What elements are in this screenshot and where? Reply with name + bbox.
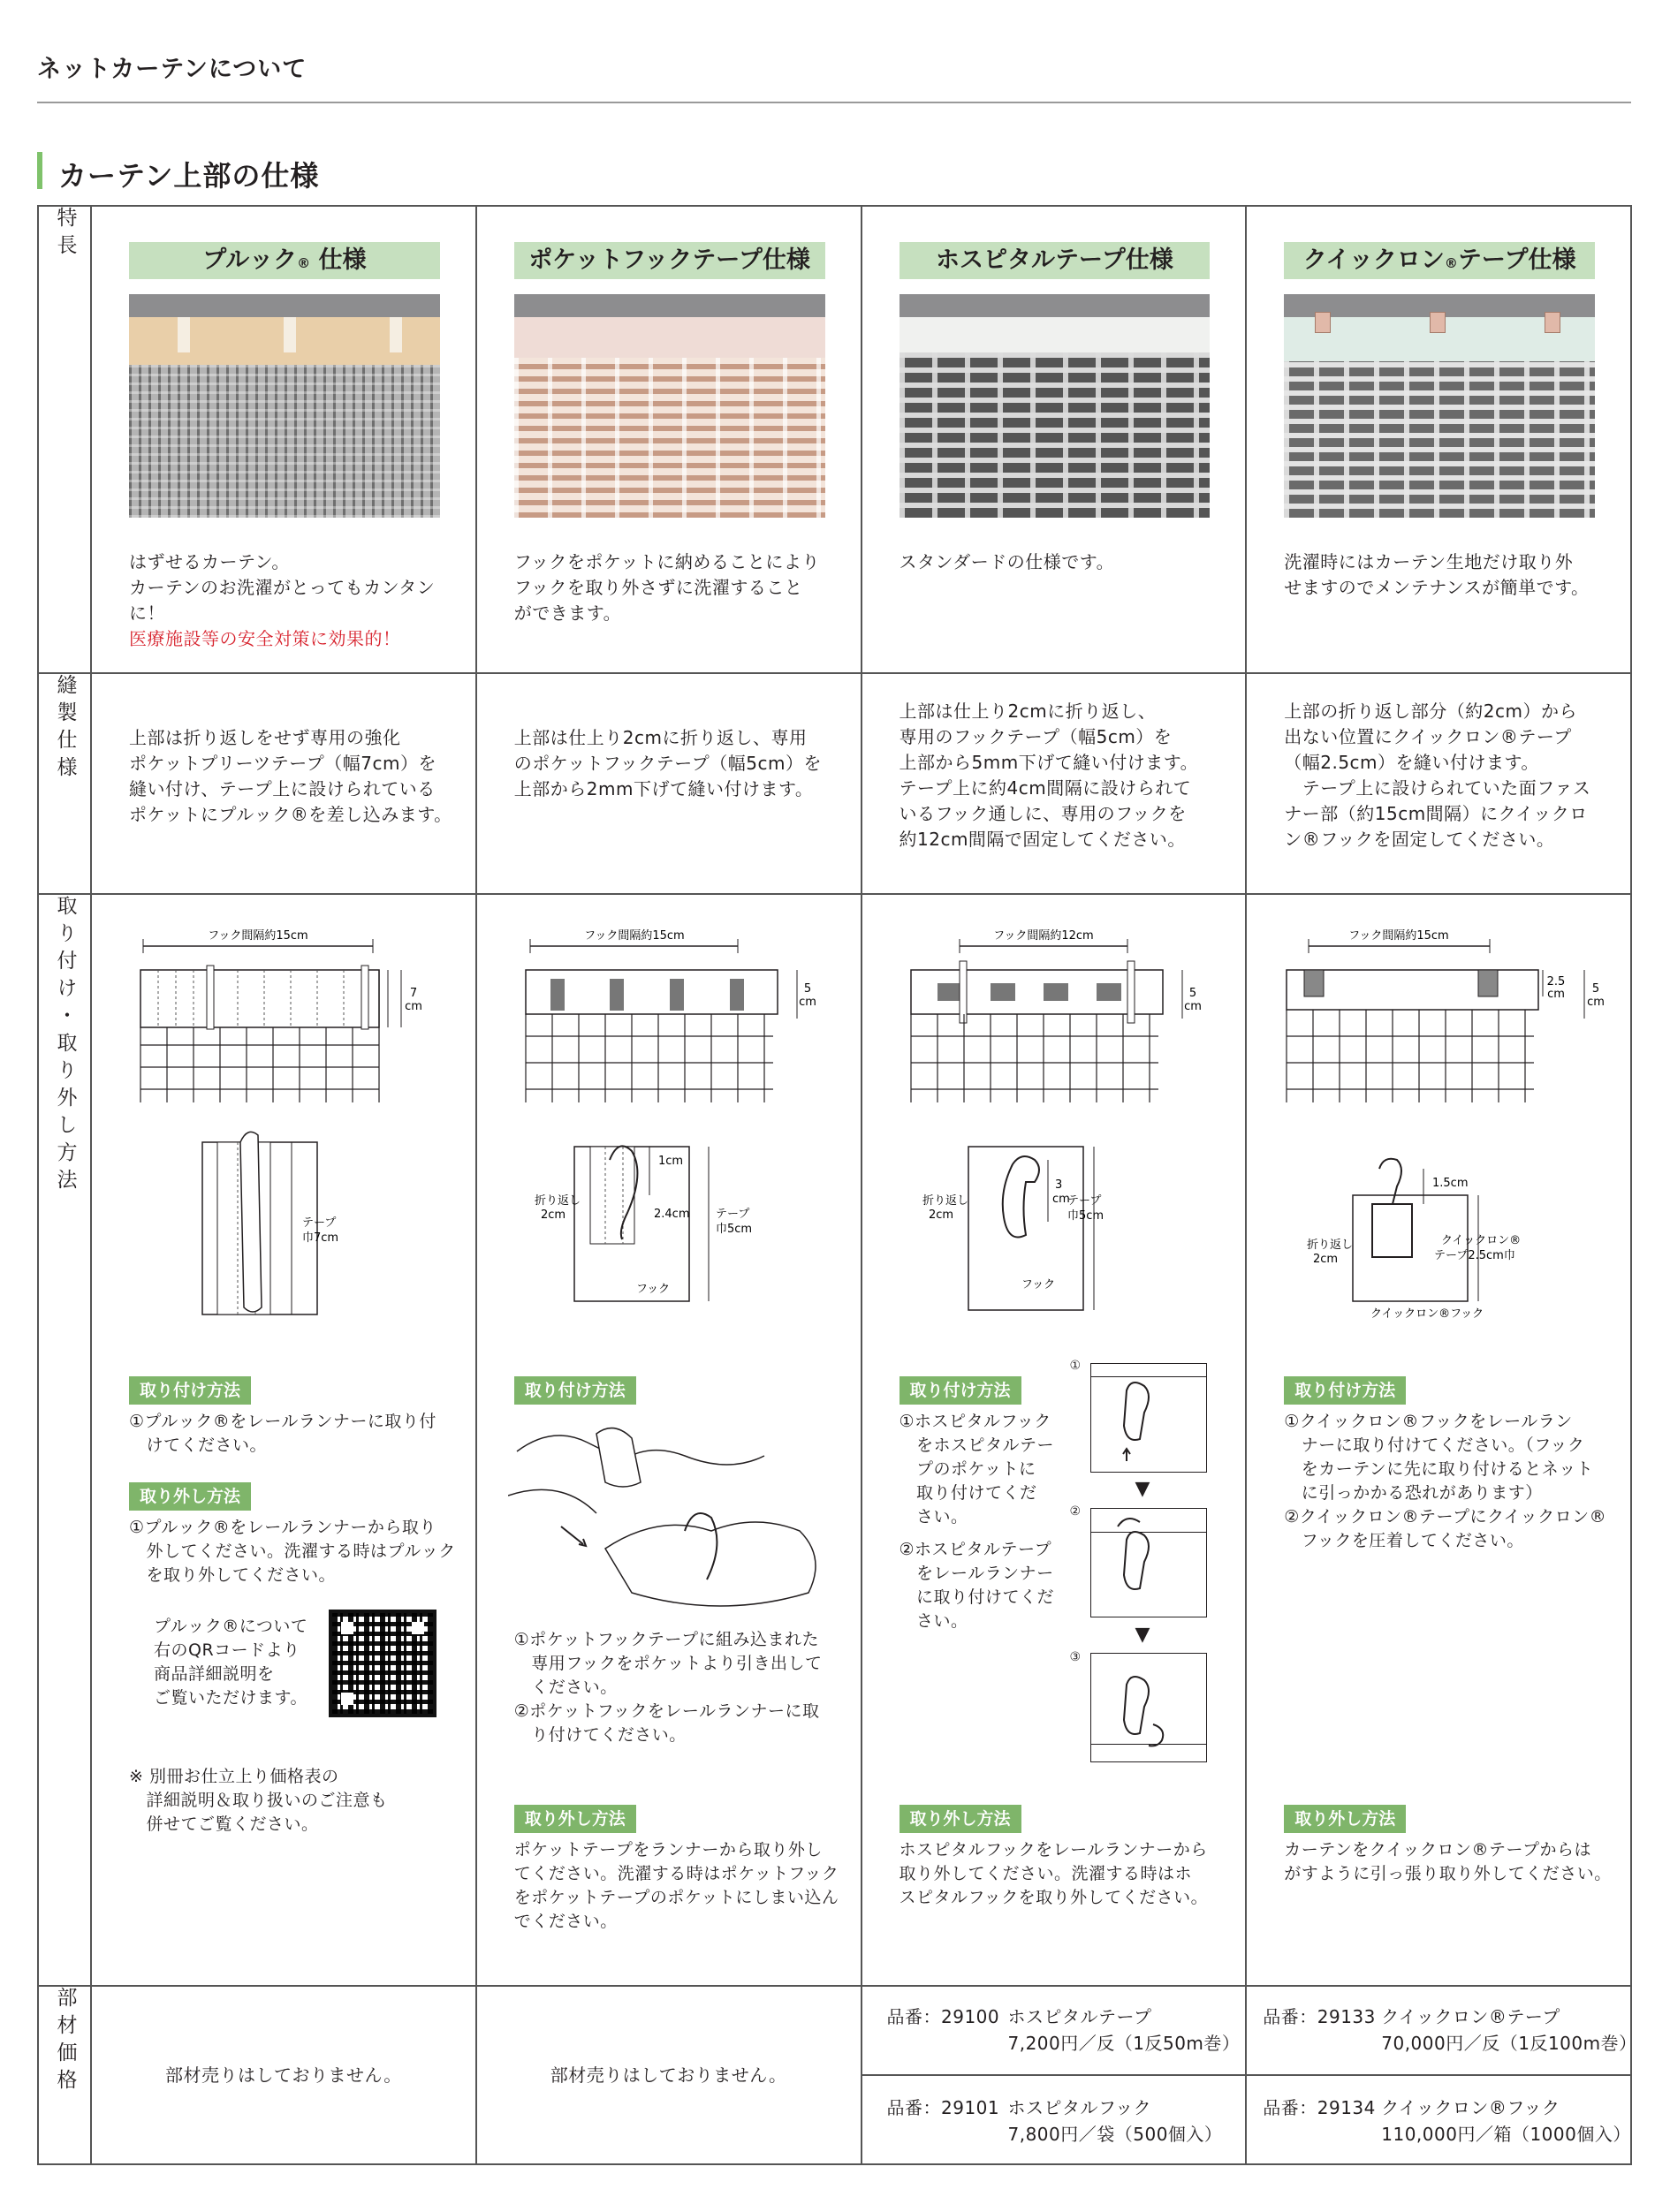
svg-text:3: 3 [1054,1178,1062,1192]
row-price [38,1986,1631,2164]
cell-price-hospital [862,1986,1247,2164]
row-label-price: 部材価格 [53,1987,77,2096]
section-accent-bar [37,152,42,189]
diagram-detail-pocket [477,1116,861,1319]
features-text-plook: はずせるカーテン。 カーテンのお洗濯がとってもカンタンに！ 医療施設等の安全対策に効果的！ [129,551,436,649]
features-text-hospital: スタンダードの仕様です。 [899,551,1115,572]
svg-text:5: 5 [1188,987,1196,1000]
photo-quicklon [1284,294,1595,518]
svg-text:5: 5 [803,982,811,996]
price-item-quicklon-tape: 品番：29133 クイックロン®テープ 70,000円／反（1反100m巻） [1247,1987,1630,2076]
caption-pocket: ポケットフックテープ仕様 [514,242,825,279]
row-features [38,206,1631,673]
svg-text:巾5cm: 巾5cm [715,1223,752,1236]
step-label-1: ① [1069,1359,1082,1373]
svg-text:2.4cm: 2.4cm [653,1208,690,1221]
cell-price-pocket [476,1986,862,2164]
cell-features-plook [91,206,476,673]
caption-quicklon: クイックロン®テープ仕様 [1284,242,1595,279]
svg-text:2cm: 2cm [928,1208,953,1222]
svg-text:巾5cm: 巾5cm [1067,1209,1104,1223]
cell-sewing-quicklon [1246,673,1631,894]
install-block-hospital: 取り付け方法 ①ホスピタルフック をホスピタルテー プのポケットに 取り付けてくだ さい。 ②ホスピタルテープ をレールランナー に取り付けてくだ さい。 [900,1376,1055,1633]
svg-text:cm: cm [798,996,816,1009]
svg-text:cm: cm [1183,1000,1202,1013]
step-label-2: ② [1069,1504,1082,1519]
row-header-install [38,894,91,1986]
remove-block-plook: 取り外し方法 ①プルック®をレールランナーから取り 外してください。洗濯する時はプルック を取り外してください。 [129,1482,456,1587]
cell-price-plook [91,1986,476,2164]
svg-text:フック間隔約15cm: フック間隔約15cm [584,929,685,943]
diagram-detail-hospital [862,1116,1246,1319]
step-label-3: ③ [1069,1650,1082,1664]
cell-sewing-plook [91,673,476,894]
install-block-pocket [514,1376,636,1405]
cell-price-quicklon [1246,1986,1637,2164]
install-block-plook: 取り付け方法 ①プルック®をレールランナーに取り付 けてください。 [129,1376,436,1458]
hook-illustration-step1 [1091,1364,1206,1472]
price-item-hospital-tape: 品番：29100 ホスピタルテープ 7,200円／反（1反50m巻） [862,1987,1246,2076]
install-title-pocket: 取り付け方法 [514,1376,636,1405]
caption-plook: プルック® 仕様 [129,242,440,279]
price-text-pocket: 部材売りはしておりません。 [550,2064,787,2086]
cell-install-plook [91,894,476,1986]
svg-text:テープ: テープ [1067,1194,1101,1208]
row-header-features [38,206,91,673]
cell-features-hospital [862,206,1247,673]
down-arrow-icon: ▼ [1135,1624,1150,1646]
svg-text:テープ2.5cm巾: テープ2.5cm巾 [1434,1249,1516,1262]
photo-hospital [900,294,1211,518]
svg-text:cm: cm [405,1000,422,1013]
remove-title-pocket: 取り外し方法 [514,1805,636,1833]
hook-illustration-step2 [1091,1509,1206,1617]
row-sewing [38,673,1631,894]
photo-plook [129,294,440,518]
install-text-pocket: ①ポケットフックテープに組み込まれた 専用フックをポケットより引き出して ください。 ②ポケットフックをレールランナーに取 り付けてください。 [513,1630,823,1745]
svg-text:巾7cm: 巾7cm [302,1231,339,1245]
svg-text:折り返し: 折り返し [922,1194,968,1208]
price-item-hospital-hook: 品番：29101 ホスピタルフック 7,800円／袋（500個入） [886,2097,1223,2145]
page-header-title: ネットカーテンについて [37,56,307,83]
svg-text:フック間隔約15cm: フック間隔約15cm [1348,929,1449,943]
step-panel-3 [1090,1653,1207,1762]
row-label-install: 取り付け・取り外し方法 [53,895,77,1196]
down-arrow-icon: ▼ [1135,1478,1150,1500]
row-header-sewing [38,673,91,894]
sewing-text-plook: 上部は折り返しをせず専用の強化 ポケットプリーツテープ（幅7cm）を 縫い付け、テープ上に設けられている ポケットにプルック®を差し込みます。 [129,727,452,825]
remove-title-plook: 取り外し方法 [129,1482,251,1511]
spec-table [37,205,1637,2165]
cell-install-pocket [476,894,862,1986]
svg-text:5: 5 [1592,982,1600,996]
svg-text:1.5cm: 1.5cm [1432,1177,1469,1190]
cell-install-hospital [862,894,1247,1986]
svg-text:折り返し: 折り返し [1307,1239,1354,1252]
remove-block-quicklon: 取り外し方法 カーテンをクイックロン®テープからは がすように引っ張り取り外してください。 [1284,1805,1612,1886]
step-panel-2 [1090,1508,1207,1617]
note-plook: ※ 別冊お仕立上り価格表の 詳細説明＆取り扱いのご注意も 併せてご覧ください。 [129,1767,388,1834]
diagram-top-quicklon [1247,921,1630,1116]
install-title-plook: 取り付け方法 [129,1376,251,1405]
svg-text:cm: cm [1547,988,1566,1001]
qr-code[interactable] [332,1613,433,1714]
step-panel-1 [1090,1363,1207,1473]
diagram-detail-quicklon [1247,1116,1630,1319]
diagram-top-plook [92,921,475,1116]
svg-text:クイックロン®: クイックロン® [1441,1234,1522,1247]
svg-text:フック間隔約15cm: フック間隔約15cm [208,929,308,943]
cell-sewing-pocket [476,673,862,894]
svg-text:テープ: テープ [302,1216,337,1230]
diagram-top-pocket [477,921,861,1116]
svg-text:2cm: 2cm [540,1208,566,1222]
svg-text:2.5: 2.5 [1546,975,1566,989]
row-header-price [38,1986,91,2164]
features-text-pocket: フックをポケットに納めることにより フックを取り外さずに洗濯すること ができます。 [513,551,820,624]
install-block-quicklon: 取り付け方法 ①クイックロン®フックをレールラン ナーに取り付けてください。（フック をカーテンに先に取り付けるとネット に引っかかる恐れがあります） ②クイックロン®テープにクイックロン® フックを圧着してください。 [1284,1376,1606,1553]
features-text-quicklon: 洗濯時にはカーテン生地だけ取り外 せますのでメンテナンスが簡単です。 [1284,551,1590,598]
qr-caption-plook: プルック®について 右のQRコードより 商品詳細説明を ご覧いただけます。 [154,1617,308,1708]
remove-block-pocket: 取り外し方法 ポケットテープをランナーから取り外し てください。洗濯する時はポケットフック をポケットテープのポケットにしまい込ん でください。 [514,1805,839,1934]
svg-text:7: 7 [409,987,418,1000]
price-text-plook: 部材売りはしておりません。 [165,2064,402,2086]
row-label-sewing: 縫製仕様 [53,674,77,784]
cell-features-quicklon [1246,206,1631,673]
sewing-text-pocket: 上部は仕上り2cmに折り返し、専用 のポケットフックテープ（幅5cm）を 上部から2mm下げて縫い付けます。 [513,727,822,799]
cell-install-quicklon [1246,894,1631,1986]
svg-text:折り返し: 折り返し [534,1194,581,1208]
remove-title-hospital: 取り外し方法 [900,1805,1021,1833]
install-title-hospital: 取り付け方法 [900,1376,1021,1405]
svg-text:2cm: 2cm [1313,1253,1339,1266]
remove-title-quicklon: 取り外し方法 [1284,1805,1406,1833]
header-divider [37,102,1631,103]
cell-sewing-hospital [862,673,1247,894]
section-title: カーテン上部の仕様 [58,159,320,193]
svg-text:フック: フック [635,1283,670,1296]
sewing-text-hospital: 上部は仕上り2cmに折り返し、 専用のフックテープ（幅5cm）を 上部から5mm下げて縫い付けます。 テープ上に約4cm間隔に設けられて いるフック通しに、専用のフックを 約12cm間隔で固定してください。 [899,701,1199,850]
row-install [38,894,1631,1986]
svg-text:フック: フック [1021,1278,1055,1292]
hands-illustration-pocket [508,1416,879,1619]
caption-hospital: ホスピタルテープ仕様 [900,242,1211,279]
photo-pocket [514,294,825,518]
install-title-quicklon: 取り付け方法 [1284,1376,1406,1405]
remove-block-hospital: 取り外し方法 ホスピタルフックをレールランナーから 取り外してください。洗濯する時はホ スピタルフックを取り外してください。 [900,1805,1209,1910]
diagram-detail-plook [92,1116,475,1319]
sewing-text-quicklon: 上部の折り返し部分（約2cm）から 出ない位置にクイックロン®テープ （幅2.5cm）を縫い付けます。 テープ上に設けられていた面ファス ナー部（約15cm間隔）にクイックロ ン®フックを固定してください。 [1284,701,1591,850]
row-label-features: 特長 [53,207,77,261]
svg-text:cm: cm [1051,1193,1070,1206]
svg-text:クイックロン®フック: クイックロン®フック [1370,1307,1484,1319]
svg-text:フック間隔約12cm: フック間隔約12cm [992,929,1094,943]
svg-text:テープ: テープ [715,1208,750,1221]
price-item-quicklon-hook: 品番：29134 クイックロン®フック 110,000円／箱（1000個入） [1263,2097,1631,2145]
diagram-top-hospital [862,921,1246,1116]
cell-features-pocket [476,206,862,673]
svg-text:cm: cm [1587,996,1605,1009]
svg-text:1cm: 1cm [657,1155,683,1168]
hook-illustration-step3 [1091,1654,1206,1761]
